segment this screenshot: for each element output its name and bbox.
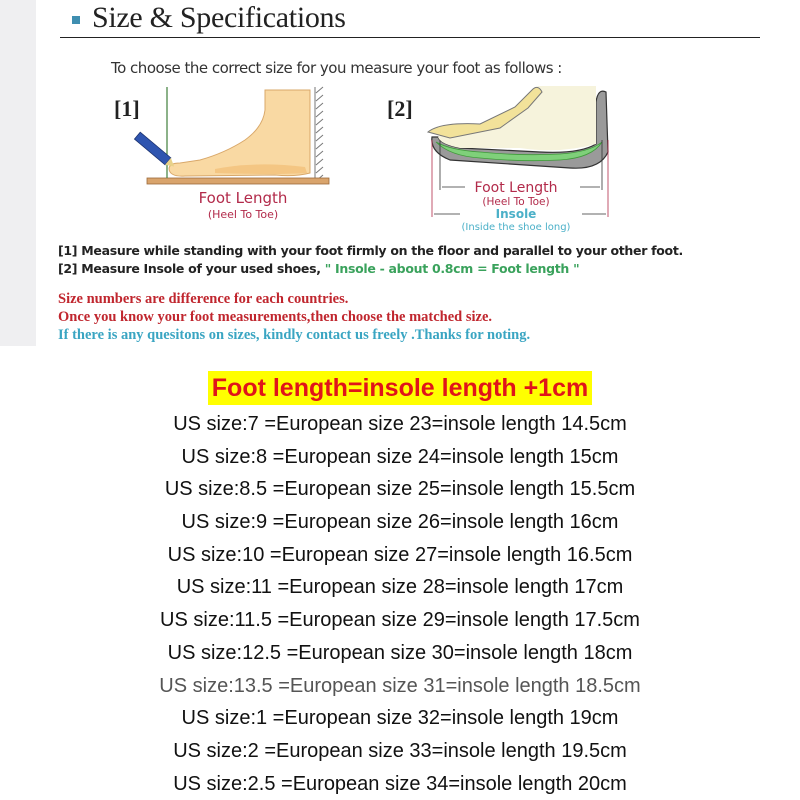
size-specifications-panel (0, 0, 800, 346)
figure-2-subcaption: (Heel To Toe) (482, 196, 550, 208)
headline-container (0, 371, 800, 405)
size-row: US size:13.5 =European size 31=insole length 18.5cm (159, 674, 641, 697)
figure-1-caption: Foot Length (198, 189, 288, 207)
intro-text: To choose the correct size for you measure your foot as follows : (111, 59, 562, 77)
figure-1-label: [1] (114, 96, 140, 121)
insole-measure-illustration (420, 82, 620, 237)
figure-1-subcaption: (Heel To Toe) (207, 208, 279, 221)
size-row: US size:10 =European size 27=insole length 16.5cm (167, 543, 633, 566)
foot-measure-illustration (125, 85, 340, 230)
size-row: US size:9 =European size 26=insole length 16cm (181, 511, 619, 534)
step-2-prefix: [2] Measure Insole of your used shoes, (58, 261, 325, 276)
note-line-1: Size numbers are difference for each countries. (58, 291, 349, 307)
section-title-text: Size & Specifications (92, 1, 346, 34)
insole-subcaption: (Inside the shoe long) (461, 222, 571, 233)
step-2-text (58, 260, 683, 278)
size-row: US size:11 =European size 28=insole length 17cm (176, 576, 624, 599)
figure-2-caption: Foot Length (474, 180, 558, 196)
insole-caption: Insole (495, 207, 537, 221)
size-row: US size:8.5 =European size 25=insole length 15.5cm (164, 478, 636, 501)
bullet-square-icon (72, 16, 80, 24)
size-row: US size:2.5 =European size 34=insole length 20cm (173, 772, 627, 795)
left-margin-band (0, 0, 36, 346)
note-line-2: Once you know your foot measurements,then choose the matched size. (58, 309, 493, 325)
foot-length-formula-headline: Foot length=insole length +1cm (208, 371, 592, 405)
size-row: US size:7 =European size 23=insole length 14.5cm (173, 413, 627, 435)
size-chart-list (0, 408, 800, 800)
note-line-3: If there is any quesitons on sizes, kindly contact us freely .Thanks for noting. (58, 327, 531, 343)
size-notes (58, 290, 530, 344)
step-1-text: [1] Measure while standing with your foot firmly on the floor and parallel to your other foot. (58, 243, 683, 258)
size-row: US size:2 =European size 33=insole length 19.5cm (173, 739, 627, 762)
section-title (72, 0, 346, 36)
step-2-highlight: " Insole - about 0.8cm = Foot length " (324, 261, 580, 276)
size-row: US size:8 =European size 24=insole length 15cm (181, 445, 619, 468)
measurement-steps (58, 242, 683, 278)
size-row: US size:1 =European size 32=insole length 19cm (181, 707, 619, 730)
title-divider (60, 37, 760, 38)
size-row: US size:11.5 =European size 29=insole length 17.5cm (160, 609, 640, 632)
figure-2-label: [2] (387, 96, 413, 121)
size-row: US size:12.5 =European size 30=insole length 18cm (167, 641, 633, 664)
